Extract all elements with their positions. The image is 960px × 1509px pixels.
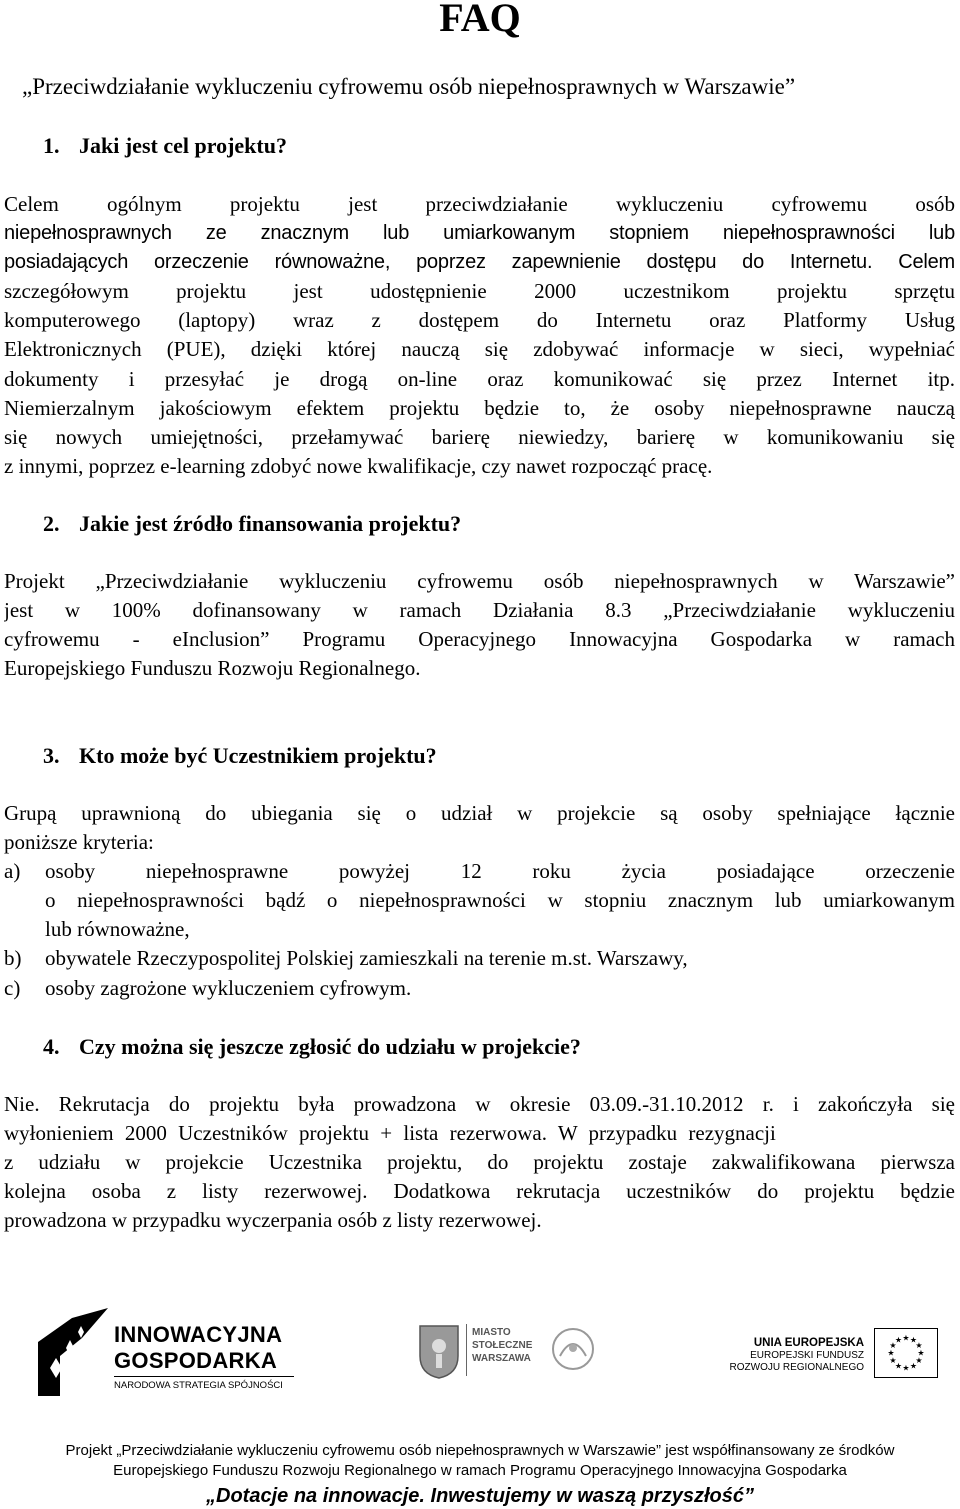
page-title: FAQ	[439, 0, 521, 40]
answer-line: kolejna osoba z listy rezerwowej. Dodatkowa rekrutacja uczestników do projektu będzie	[4, 1179, 955, 1204]
criteria-item-c	[4, 974, 955, 1003]
ig-line1: INNOWACYJNA	[114, 1322, 283, 1347]
answer-line: dokumenty i przesyłać je drogą on-line oraz komunikować się przez Internet itp.	[4, 366, 955, 391]
list-line: o niepełnosprawności bądź o niepełnosprawności w stopniu znacznym lub umiarkowanym	[45, 888, 955, 913]
innowacyjna-gospodarka-logo	[32, 1308, 302, 1398]
eu-line1: UNIA EUROPEJSKA	[753, 1337, 864, 1349]
eu-star-icon: ★	[889, 1341, 897, 1350]
question-text: Czy można się jeszcze zgłosić do udziału w projekcie?	[79, 1034, 581, 1059]
footer-cofinancing-line: Projekt „Przeciwdziałanie wykluczeniu cyfrowemu osób niepełnosprawnych w Warszawie” jest współfinansowany ze środków	[65, 1442, 895, 1459]
answer-line: poniższe kryteria:	[4, 830, 154, 855]
eu-star-icon: ★	[909, 1361, 918, 1371]
answer-line: Grupą uprawnioną do ubiegania się o udział w projekcie są osoby spełniające łącznie	[4, 801, 955, 825]
answer-1	[4, 190, 955, 481]
project-subtitle: „Przeciwdziałanie wykluczeniu cyfrowemu osób niepełnosprawnych w Warszawie”	[22, 74, 796, 99]
warsaw-city-badge-icon	[548, 1326, 598, 1372]
list-marker: c)	[4, 975, 21, 1000]
warszawa-logo	[418, 1318, 608, 1388]
eu-star-icon: ★	[917, 1348, 925, 1358]
answer-line: cyfrowemu - eInclusion” Programu Operacyjnego Innowacyjna Gospodarka w ramach	[4, 627, 955, 652]
answer-line: posiadających orzeczenie równoważne, poprzez zapewnienie dostępu do Internetu. Celem	[4, 251, 955, 274]
answer-line: prowadzona w przypadku wyczerpania osób z listy rezerwowej.	[4, 1208, 542, 1233]
question-text: Jaki jest cel projektu?	[79, 133, 287, 158]
question-text: Jakie jest źródło finansowania projektu?	[79, 511, 462, 536]
answer-4	[4, 1090, 955, 1235]
answer-line: wyłonieniem 2000 Uczestników projektu + lista rezerwowa. W przypadku rezygnacji	[4, 1121, 776, 1146]
list-line: lub równoważne,	[45, 917, 190, 942]
answer-line: Nie. Rekrutacja do projektu była prowadzona w okresie 03.09.-31.10.2012 r. i zakończyła się	[4, 1092, 955, 1116]
question-number: 2.	[43, 511, 60, 536]
list-marker: a)	[4, 859, 21, 884]
answer-line: Projekt „Przeciwdziałanie wykluczeniu cyfrowemu osób niepełnosprawnych w Warszawie”	[4, 569, 955, 593]
eu-star-icon: ★	[894, 1361, 903, 1371]
footer-slogan: „Dotacje na innowacje. Inwestujemy w waszą przyszłość”	[206, 1485, 754, 1507]
ig-divider	[114, 1376, 294, 1377]
question-text: Kto może być Uczestnikiem projektu?	[79, 743, 437, 768]
question-1-heading	[43, 132, 287, 160]
question-3-heading	[43, 742, 437, 770]
footer-program-line: Europejskiego Funduszu Rozwoju Regionalnego w ramach Programu Operacyjnego Innowacyjna Gospodarka	[113, 1462, 847, 1479]
warsaw-divider	[466, 1324, 467, 1376]
eu-star-icon: ★	[894, 1335, 903, 1345]
question-number: 3.	[43, 743, 60, 768]
question-2-heading	[43, 510, 461, 538]
eu-flag-icon	[874, 1328, 938, 1378]
warsaw-coat-of-arms-icon	[418, 1322, 460, 1380]
eu-star-icon: ★	[915, 1341, 923, 1350]
list-marker: b)	[4, 946, 22, 971]
eu-star-icon: ★	[887, 1348, 895, 1358]
answer-line: Niemierzalnym jakościowym efektem projektu będzie to, że osoby niepełnosprawne nauczą	[4, 395, 955, 420]
eu-star-icon: ★	[909, 1335, 918, 1345]
question-number: 1.	[43, 133, 60, 158]
ig-emblem-icon	[32, 1308, 112, 1398]
answer-line: komputerowego (laptopy) wraz z dostępem do Internetu oraz Platformy Usług	[4, 308, 955, 333]
answer-line: niepełnosprawnych ze znacznym lub umiarkowanym stopniem niepełnosprawności lub	[4, 222, 955, 245]
eu-star-icon: ★	[902, 1333, 910, 1343]
answer-line: szczegółowym projektu jest udostępnienie 2000 uczestnikom projektu sprzętu	[4, 279, 955, 304]
answer-line: z innymi, poprzez e-learning zdobyć nowe kwalifikacje, czy nawet rozpocząć pracę.	[4, 453, 713, 478]
warsaw-line3: WARSZAWA	[472, 1353, 531, 1364]
ig-line3: NARODOWA STRATEGIA SPÓJNOŚCI	[114, 1380, 283, 1391]
criteria-item-a	[4, 857, 955, 944]
list-line: obywatele Rzeczypospolitej Polskiej zamieszkali na terenie m.st. Warszawy,	[45, 946, 688, 971]
answer-line: Elektronicznych (PUE), dzięki której nauczą się zdobywać informacje w sieci, wypełniać	[4, 337, 955, 362]
warsaw-line2: STOŁECZNE	[472, 1340, 533, 1351]
eu-star-icon: ★	[915, 1356, 923, 1365]
answer-line: jest w 100% dofinansowany w ramach Działania 8.3 „Przeciwdziałanie wykluczeniu	[4, 598, 955, 623]
answer-line: się nowych umiejętności, przełamywać barierę niewiedzy, barierę w komunikowaniu się	[4, 424, 955, 449]
ig-line2: GOSPODARKA	[114, 1348, 278, 1373]
answer-2	[4, 567, 955, 683]
answer-line: Europejskiego Funduszu Rozwoju Regionalnego.	[4, 656, 421, 681]
criteria-item-b	[4, 944, 955, 973]
question-number: 4.	[43, 1034, 60, 1059]
answer-3	[4, 799, 955, 1003]
answer-line: Celem ogólnym projektu jest przeciwdziałanie wykluczeniu cyfrowemu osób	[4, 192, 955, 216]
eu-star-icon: ★	[889, 1356, 897, 1365]
list-line: osoby niepełnosprawne powyżej 12 roku życia posiadające orzeczenie	[45, 859, 955, 884]
eu-line3: ROZWOJU REGIONALNEGO	[729, 1362, 864, 1373]
list-line: osoby zagrożone wykluczeniem cyfrowym.	[45, 975, 412, 1000]
eu-star-icon: ★	[902, 1363, 910, 1373]
eu-line2: EUROPEJSKI FUNDUSZ	[750, 1350, 864, 1361]
question-4-heading	[43, 1033, 581, 1061]
answer-line: z udziału w projekcie Uczestnika projektu, do projektu zostaje zakwalifikowana pierwsza	[4, 1150, 955, 1175]
warsaw-line1: MIASTO	[472, 1327, 511, 1338]
eu-logo	[729, 1324, 938, 1384]
